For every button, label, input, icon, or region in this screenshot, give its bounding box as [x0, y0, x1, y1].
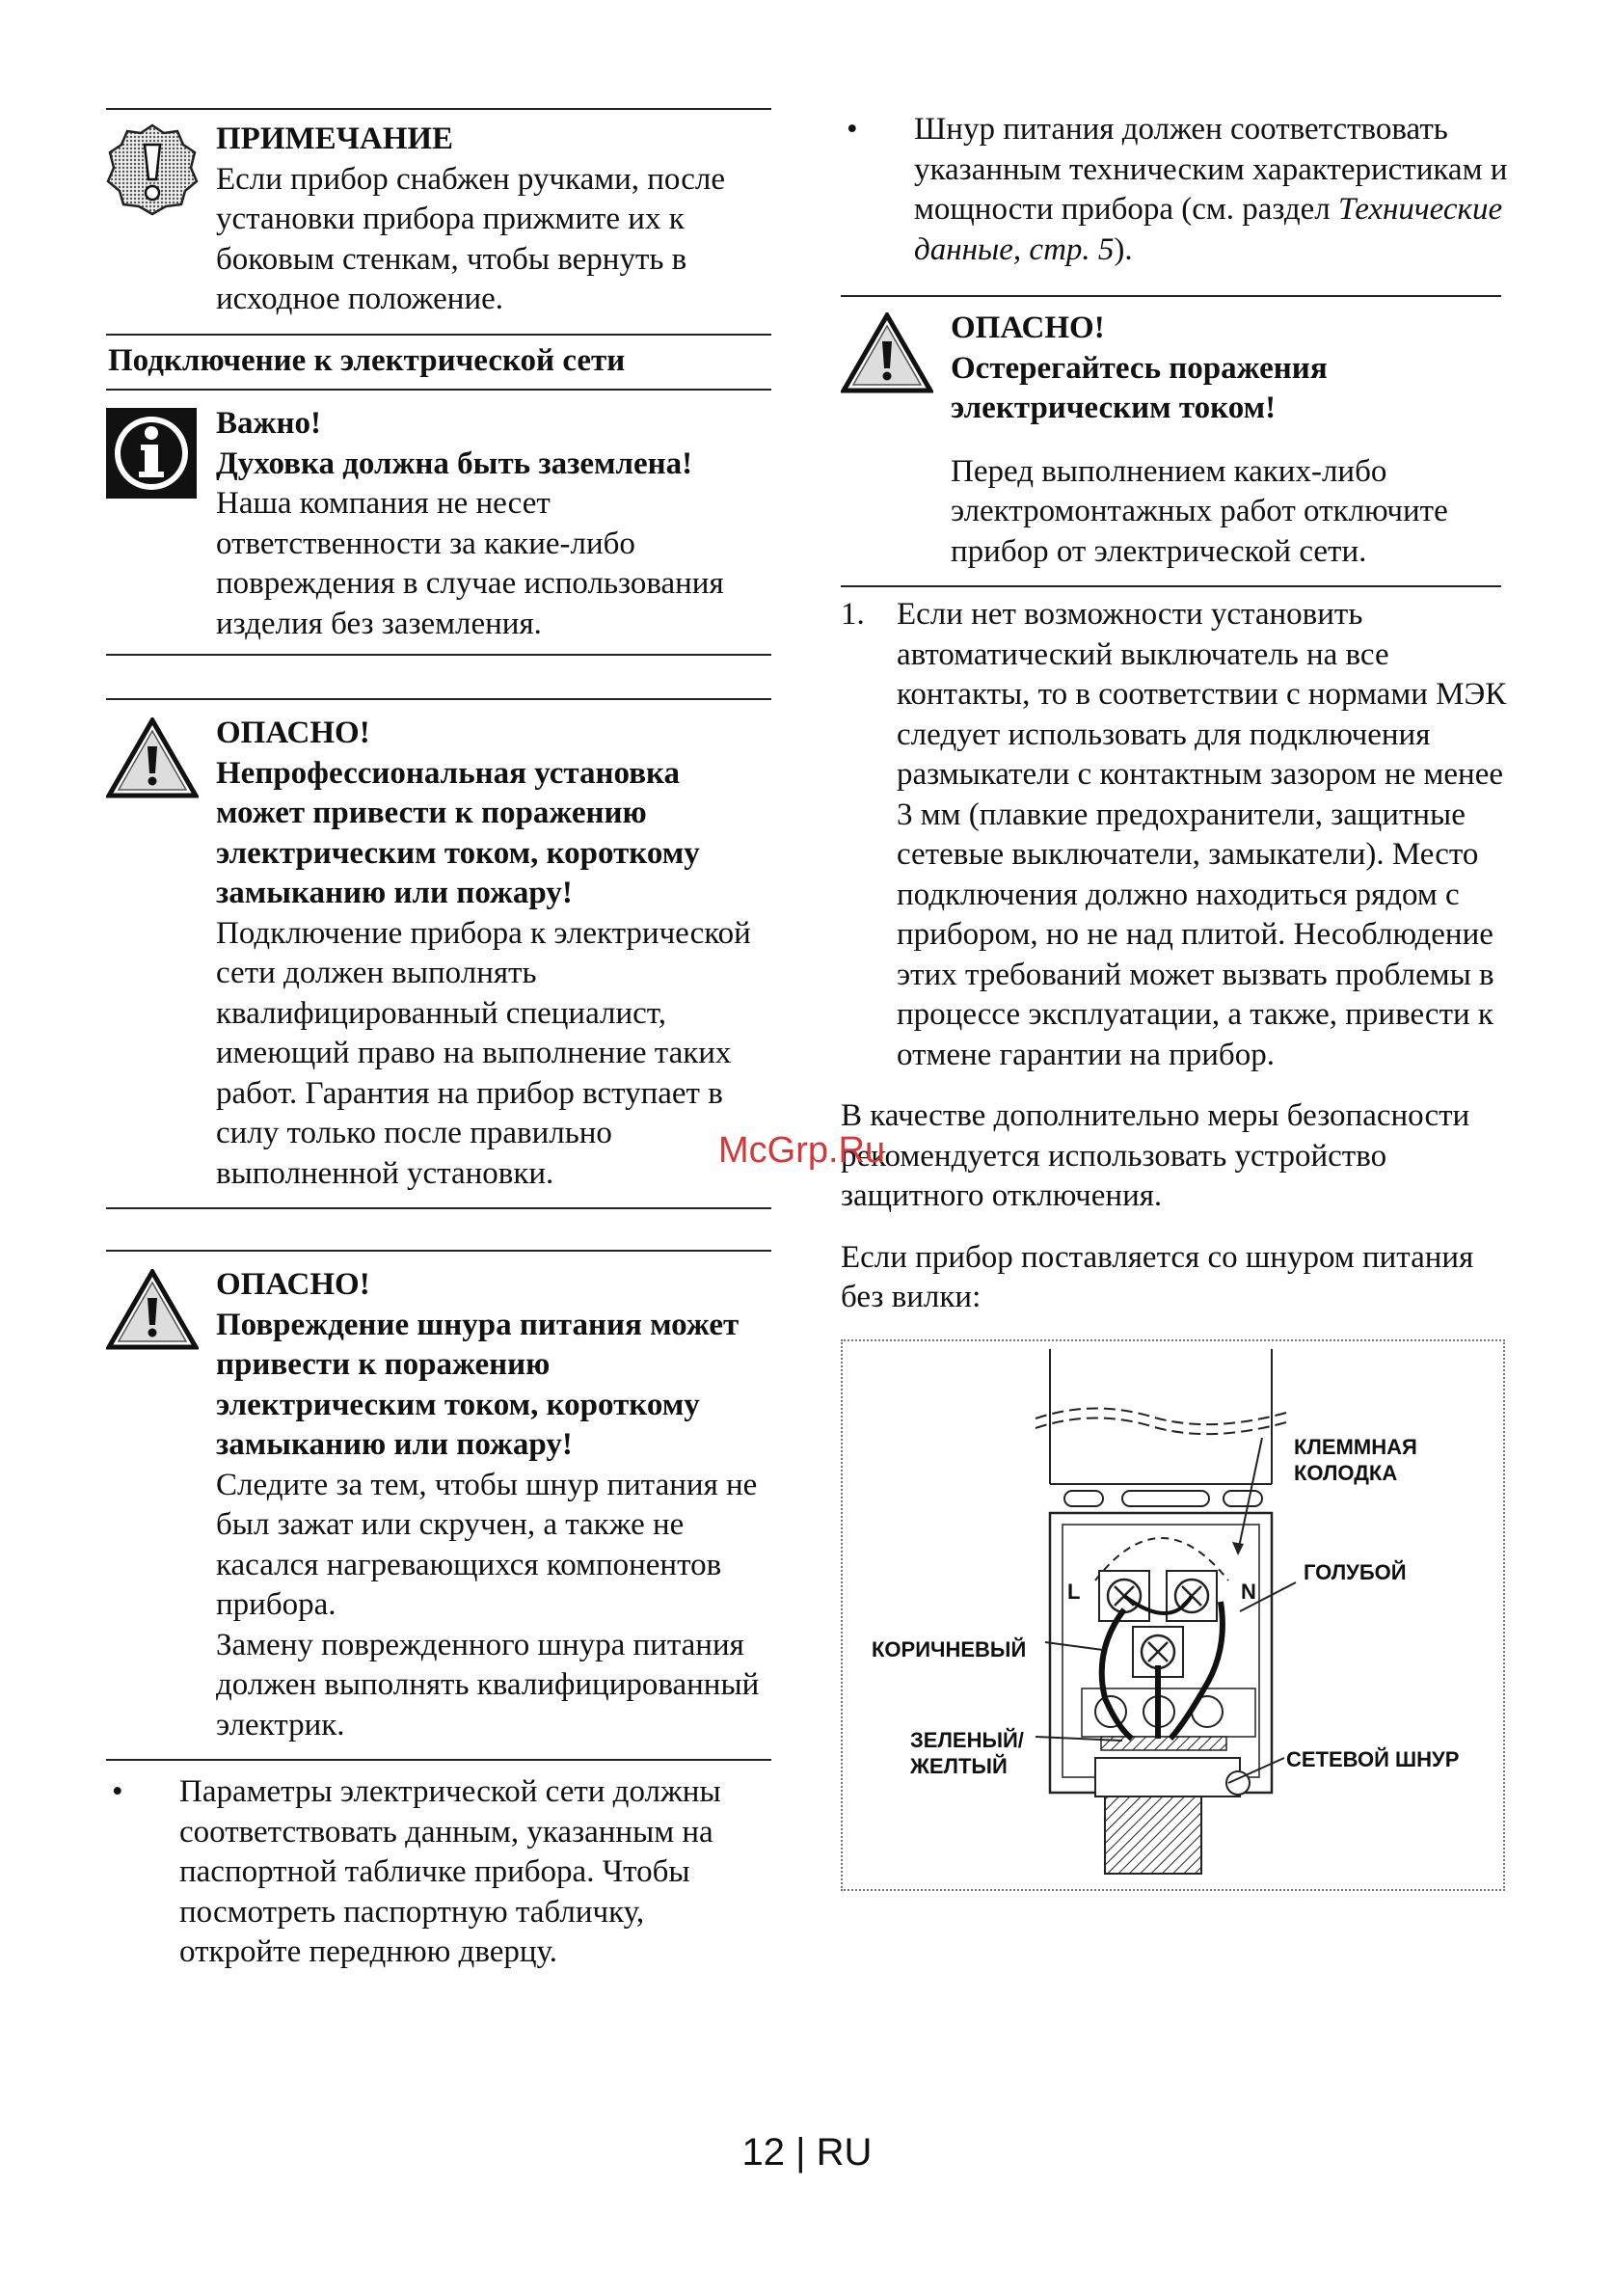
brown-wire-label: КОРИЧНЕВЫЙ [872, 1636, 1027, 1661]
item-text: Если нет возможности установить автоматический выключатель на все контакты, то в соответствии с нормами МЭК следует использовать для подключения размыкатели с контактным зазором не менее 3 мм (плавкие предохранители, защитные сетевые выключатели, замыкатели). Место подключения должно находиться рядом с прибором, но не над плитой. Несоблюдение этих требований может вызвать проблемы в процессе эксплуатации, а также, привести к отмене гарантии на прибор. [897, 597, 1507, 1072]
cord-paragraph: Если прибор поставляется со шнуром питания без вилки: [841, 1239, 1474, 1314]
wiring-diagram [841, 1339, 1505, 1891]
item-number: 1. [841, 597, 865, 632]
green-yellow-wire-label [910, 1727, 1024, 1779]
important-title: Важно! [216, 406, 321, 441]
rcd-paragraph: В качестве дополнительно меры безопасности рекомендуется использовать устройство защитного отключения. [841, 1098, 1470, 1213]
bullet-text-end: ). [1114, 231, 1133, 267]
danger2-title: ОПАСНО! [216, 1267, 370, 1302]
terminal-l-label: L [1067, 1579, 1081, 1604]
danger2-subtitle: Повреждение шнура питания может привести к поражению электрическим током, короткому замыканию или пожару! [216, 1307, 740, 1462]
blue-wire-label: ГОЛУБОЙ [1304, 1559, 1407, 1584]
important-text: Наша компания не несет ответственности за какие-либо повреждения в случае использования изделия без заземления. [216, 486, 724, 641]
exclamation-badge-icon [106, 120, 216, 320]
green-yellow-label-line1: ЗЕЛЕНЫЙ/ [910, 1727, 1024, 1752]
danger2-text2: Замену поврежденного шнура питания должен выполнять квалифицированный электрик. [216, 1627, 760, 1742]
danger3-subtitle: Остерегайтесь поражения электрическим током! [951, 350, 1328, 425]
divider [841, 585, 1501, 587]
info-icon [106, 404, 216, 644]
power-cord-label: СЕТЕВОЙ ШНУР [1286, 1746, 1460, 1771]
danger2-text1: Следите за тем, чтобы шнур питания не был зажат или скручен, а также не касался нагревающихся компонентов прибора. [216, 1467, 758, 1622]
green-yellow-label-line2: ЖЕЛТЫЙ [910, 1753, 1008, 1778]
danger3-title: ОПАСНО! [951, 311, 1105, 345]
danger-box-electric-shock [841, 297, 1501, 585]
watermark: McGrp.Ru [718, 1130, 886, 1171]
bullet-marker: • [112, 1774, 123, 1809]
note-text: Если прибор снабжен ручками, после установки прибора прижмите их к боковым стенкам, чтобы вернуть в исходное положение. [216, 161, 726, 316]
right-column [841, 110, 1520, 1891]
note-box [106, 110, 771, 334]
danger-box-installation [106, 700, 771, 1207]
divider [106, 1759, 771, 1761]
bullet-text-main: Шнур питания должен соответствовать указанным техническим характеристикам и мощности прибора (см. раздел [914, 112, 1508, 227]
danger-box-power-cord [106, 1252, 771, 1759]
divider [106, 654, 771, 656]
note-title: ПРИМЕЧАНИЕ [216, 122, 454, 156]
numbered-item [841, 595, 1520, 1075]
terminal-block-label-line2: КОЛОДКА [1294, 1460, 1398, 1485]
warning-triangle-icon [106, 714, 216, 1194]
left-column [106, 108, 771, 1973]
list-item [841, 110, 1520, 270]
terminal-block-drawing [843, 1341, 1503, 1889]
important-box [106, 391, 771, 654]
danger1-text: Подключение прибора к электрической сети должен выполнять квалифицированный специалист, имеющий право на выполнение таких работ. Гарантия на прибор вступает в силу только после правильно выполненной установки. [216, 915, 751, 1191]
page-number: 12 | RU [741, 2131, 873, 2174]
bullet-text [914, 110, 1520, 270]
danger3-text: Перед выполнением каких-либо электромонтажных работ отключите прибор от электрической сети. [951, 453, 1448, 569]
terminal-block-label [1294, 1434, 1417, 1486]
danger1-title: ОПАСНО! [216, 716, 370, 750]
warning-triangle-icon [841, 309, 951, 572]
terminal-n-label: N [1241, 1579, 1256, 1604]
bullet-text: Параметры электрической сети должны соответствовать данным, указанным на паспортной табличке прибора. Чтобы посмотреть паспортную табличку, откройте переднюю дверцу. [179, 1774, 721, 1969]
warning-triangle-icon [106, 1265, 216, 1745]
section-heading: Подключение к электрической сети [108, 342, 626, 378]
list-item [106, 1772, 771, 1973]
section-reference: Технические данные, стр. 5 [914, 192, 1503, 267]
divider [106, 1207, 771, 1209]
terminal-block-label-line1: КЛЕММНАЯ [1294, 1434, 1417, 1459]
bullet-marker: • [847, 112, 858, 147]
important-subtitle: Духовка должна быть заземлена! [216, 446, 693, 481]
danger1-subtitle: Непрофессиональная установка может привести к поражению электрическим током, короткому замыканию или пожару! [216, 755, 700, 910]
